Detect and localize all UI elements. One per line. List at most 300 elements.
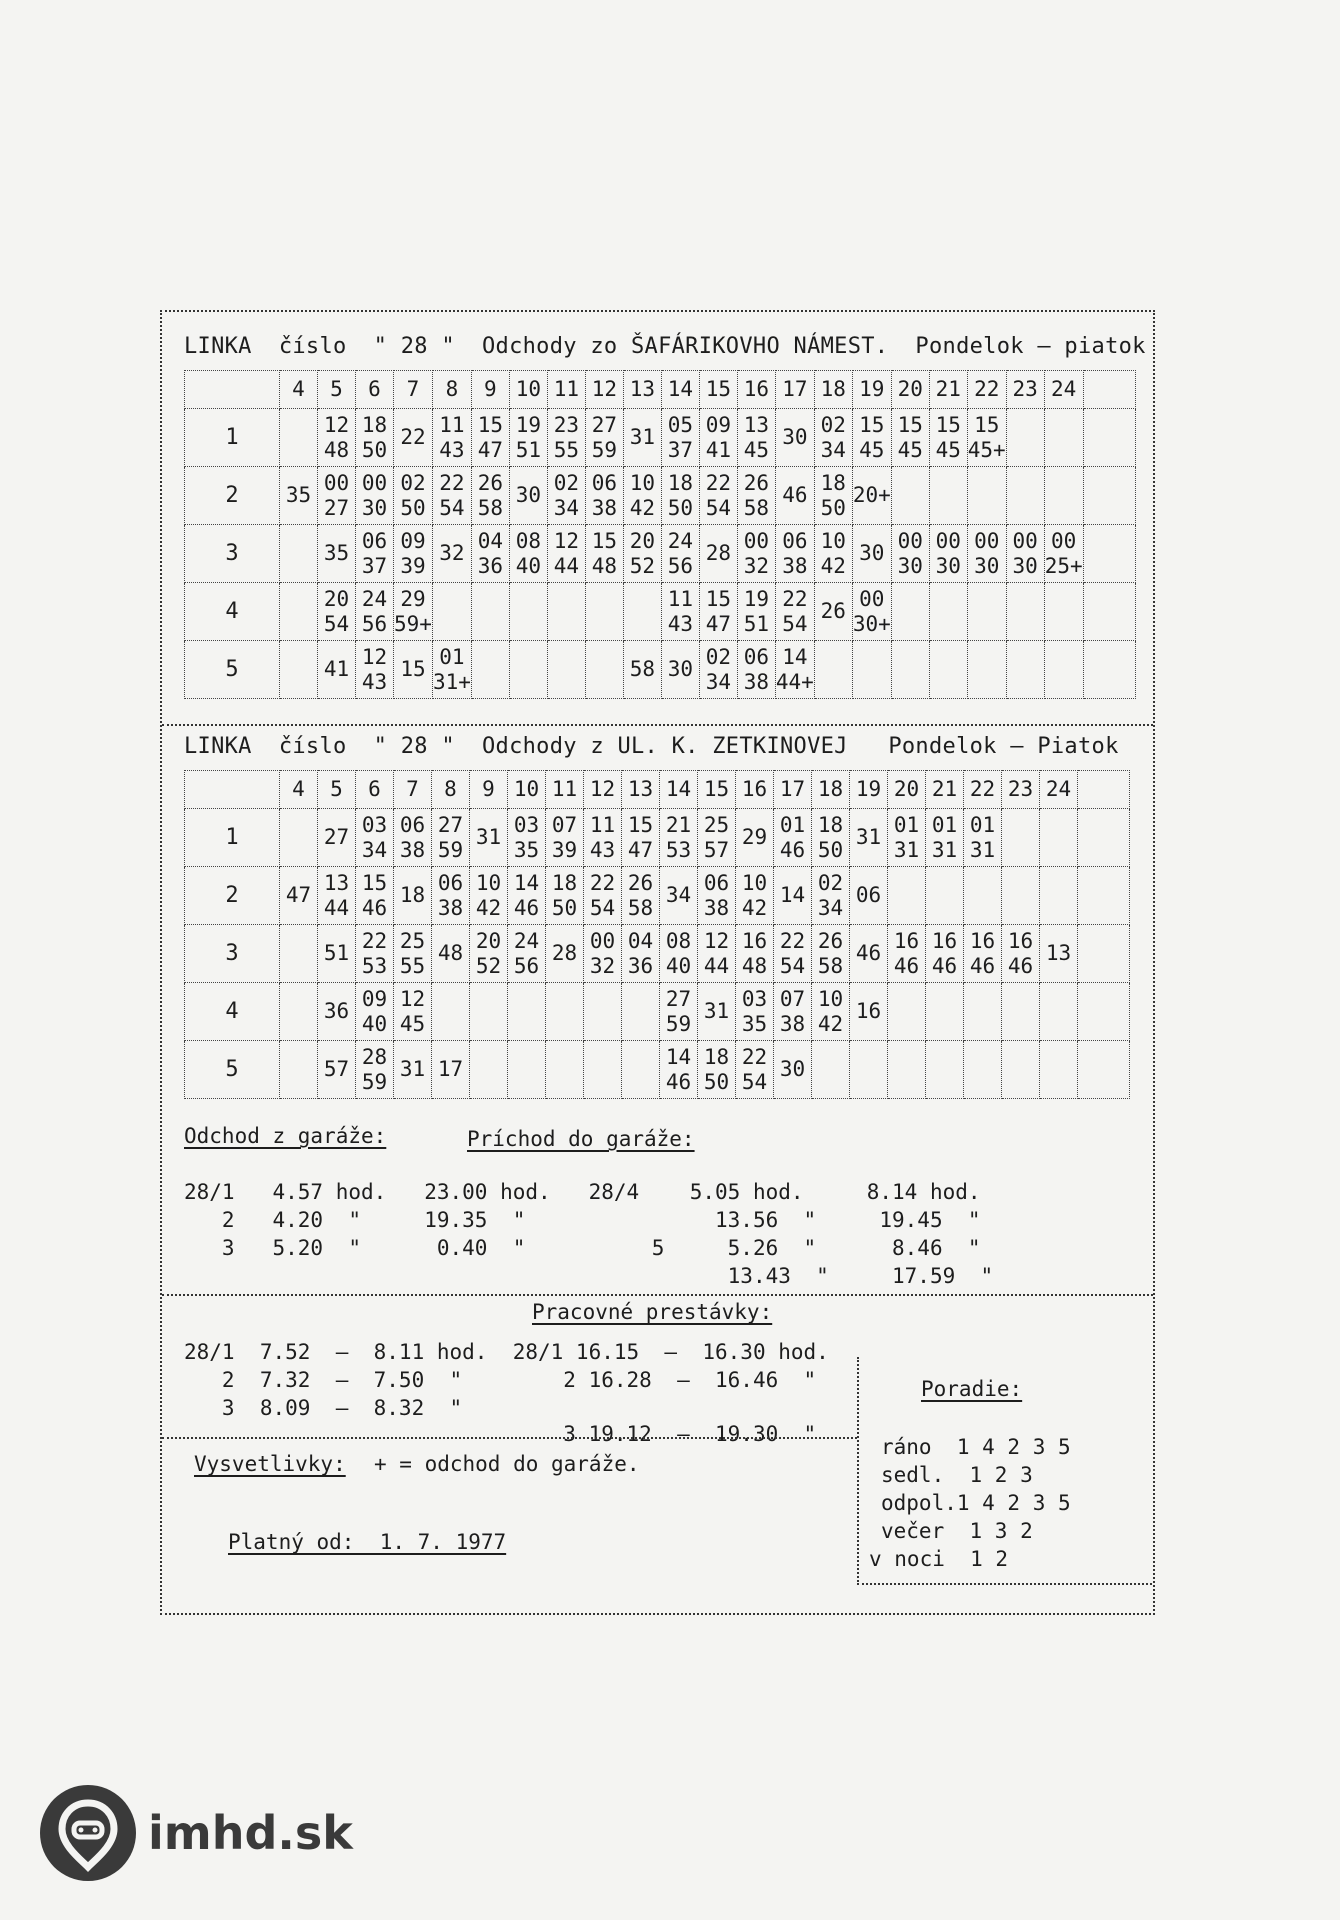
departure-cell [1006,525,1044,583]
departure-minute: 09 [400,528,426,553]
table-row [185,583,1136,641]
departure-minute: 19 [743,586,770,611]
departure-cell [470,809,508,867]
section-divider [162,724,1153,726]
hour-header-row [185,371,1136,409]
header-corner [185,771,280,809]
departure-cell [318,1041,356,1099]
departure-minute: 52 [475,953,502,978]
departure-minute: 56 [361,611,388,636]
departure-minute: 19 [515,412,542,437]
departure-cell [737,583,775,641]
departure-cell [929,525,967,583]
departure-minute: 38 [399,837,426,862]
row-label: 2 [185,867,280,925]
departure-cell [509,641,547,699]
departure-cell [356,583,394,641]
departure-minute: 13 [323,870,350,895]
departure-cell [584,867,622,925]
departure-cell [280,467,318,525]
departure-minute: 09 [705,412,732,437]
hour-header: 21 [929,371,967,409]
departure-cell [471,525,509,583]
departure-minute: 10 [629,470,656,495]
hour-header: 9 [471,371,509,409]
hour-header: 15 [698,771,736,809]
departure-minute: 16 [969,928,996,953]
departure-cell [547,525,585,583]
departure-cell [1006,641,1044,699]
departure-cell [470,925,508,983]
row-filler [1083,467,1135,525]
departure-minute: 53 [665,837,692,862]
hour-header: 10 [509,371,547,409]
hour-header: 5 [318,371,356,409]
departure-minute: 30 [782,425,808,449]
departure-cell [774,809,812,867]
hour-header: 14 [660,771,698,809]
departure-cell [737,467,775,525]
departure-cell [432,867,470,925]
departure-cell [432,809,470,867]
departure-cell [1040,925,1078,983]
departure-cell [888,925,926,983]
departure-minute: 57 [323,1057,350,1081]
departure-minute: 35 [285,483,312,507]
hour-header: 22 [967,371,1006,409]
departure-minute: 31 [703,999,730,1023]
departure-cell [1044,409,1083,467]
hour-header: 23 [1002,771,1040,809]
departure-minute: 42 [629,495,656,520]
departure-minute: 59 [665,1011,692,1036]
departure-cell [852,525,891,583]
departure-minute: 22 [589,870,616,895]
departure-minute: 17 [437,1057,464,1081]
row-label: 2 [185,467,280,525]
departure-cell [623,409,661,467]
departure-minute: 15 [400,657,426,681]
departure-cell [432,467,471,525]
departure-minute: 40 [665,953,692,978]
departure-cell [775,641,814,699]
departure-minute: 16 [855,999,882,1023]
imhd-brand-text: imhd.sk [148,1806,353,1860]
departure-minute: 06 [361,528,388,553]
departure-minute: 22 [439,470,465,495]
pracovne-prestavky-label: Pracovné prestávky: [532,1300,773,1324]
departure-minute: 18 [667,470,694,495]
departure-cell [356,809,394,867]
row-filler [1078,1041,1130,1099]
departure-minute: 38 [591,495,618,520]
departure-minute: 44 [703,953,730,978]
departure-minute: 30 [667,657,694,681]
departure-minute: 09 [361,986,388,1011]
row-filler [1083,641,1135,699]
departure-minute: 30 [859,541,885,565]
departure-minute: 55 [553,437,580,462]
departure-minute: 46 [779,837,806,862]
departure-cell [432,525,471,583]
departure-minute: 38 [779,1011,806,1036]
hour-header: 6 [356,371,394,409]
departure-minute: 15 [859,412,885,437]
departure-minute: 54 [589,895,616,920]
departure-cell [1044,583,1083,641]
departure-minute: 50 [361,437,388,462]
departure-cell [1006,409,1044,467]
hour-header: 19 [852,371,891,409]
departure-cell [737,525,775,583]
departure-minute: 10 [817,986,844,1011]
departure-cell [814,525,852,583]
departure-minute: 30 [935,553,961,578]
poradie-line: večer 1 3 2 [881,1519,1033,1543]
hour-header: 17 [774,771,812,809]
departure-minute: 53 [361,953,388,978]
departure-cell [394,1041,432,1099]
departure-minute: 45 [859,437,885,462]
departure-cell [736,867,774,925]
departure-cell [736,809,774,867]
timetable-safarikovo [184,370,1136,699]
departure-minute: 06 [743,644,770,669]
departure-minute: 31+ [432,669,471,694]
departure-cell [926,983,964,1041]
departure-minute: 56 [667,553,694,578]
departure-cell [432,583,471,641]
departure-minute: 16 [741,928,768,953]
departure-minute: 41 [323,657,350,681]
departure-minute: 06 [399,812,426,837]
departure-cell [356,409,394,467]
departure-cell [318,809,356,867]
row-label: 1 [185,809,280,867]
departure-minute: 20 [629,528,656,553]
departure-cell [967,467,1006,525]
departure-minute: 08 [515,528,542,553]
departure-minute: 11 [439,412,465,437]
departure-minute: 45 [743,437,770,462]
departure-cell [891,467,929,525]
hour-header: 5 [318,771,356,809]
departure-minute: 02 [705,644,732,669]
departure-cell [318,641,356,699]
departure-minute: 51 [515,437,542,462]
table-row [185,925,1130,983]
hour-header: 16 [736,771,774,809]
departure-minute: 23 [553,412,580,437]
departure-minute: 07 [779,986,806,1011]
departure-cell [814,583,852,641]
departure-cell [356,641,394,699]
departure-cell [812,867,850,925]
departure-cell [660,983,698,1041]
departure-cell [547,583,585,641]
hour-header: 7 [394,371,433,409]
row-label: 5 [185,1041,280,1099]
departure-minute: 29 [741,825,768,849]
hour-header: 20 [888,771,926,809]
departure-minute: 14 [513,870,540,895]
departure-cell [394,583,433,641]
departure-minute: 46 [665,1069,692,1094]
departure-minute: 26 [743,470,770,495]
departure-cell [318,867,356,925]
departure-minute: 16 [1007,928,1034,953]
departure-cell [318,409,356,467]
departure-minute: 59+ [394,611,432,636]
departure-cell [509,409,547,467]
departure-cell [850,925,888,983]
departure-cell [737,409,775,467]
departure-minute: 31 [969,837,996,862]
row-label: 3 [185,925,280,983]
departure-minute: 27 [323,825,350,849]
departure-cell [622,867,660,925]
departure-cell [852,641,891,699]
timetable-title-safarikovo: LINKA číslo " 28 " Odchody zo ŠAFÁRIKOVHO NÁMEST. Pondelok – piatok [184,334,1146,359]
departure-minute: 46 [893,953,920,978]
departure-minute: 34 [817,895,844,920]
departure-cell [318,583,356,641]
departure-cell [775,525,814,583]
departure-cell [508,1041,546,1099]
departure-cell [509,525,547,583]
departure-minute: 51 [743,611,770,636]
departure-cell [509,467,547,525]
departure-cell [814,467,852,525]
departure-minute: 05 [667,412,694,437]
departure-minute: 04 [477,528,504,553]
departure-minute: 29 [400,586,426,611]
departure-minute: 15 [477,412,504,437]
departure-minute: 20+ [852,483,891,507]
departure-minute: 45 [935,437,961,462]
departure-cell [280,641,318,699]
departure-cell [470,867,508,925]
departure-minute: 06 [591,470,618,495]
departure-minute: 32 [439,541,465,565]
departure-cell [1006,467,1044,525]
departure-minute: 22 [361,928,388,953]
departure-minute: 11 [589,812,616,837]
departure-minute: 01 [893,812,920,837]
departure-minute: 47 [285,883,312,907]
departure-cell [661,525,699,583]
departure-cell [1040,867,1078,925]
row-filler [1078,809,1130,867]
departure-minute: 47 [477,437,504,462]
departure-minute: 12 [703,928,730,953]
departure-minute: 22 [705,470,732,495]
departure-cell [394,409,433,467]
departure-cell [967,641,1006,699]
departure-minute: 01 [969,812,996,837]
departure-minute: 25 [399,928,426,953]
departure-minute: 07 [551,812,578,837]
row-filler [1083,525,1135,583]
departure-cell [812,925,850,983]
departure-cell [812,983,850,1041]
table-row [185,641,1136,699]
departure-minute: 36 [323,999,350,1023]
departure-minute: 31 [475,825,502,849]
departure-cell [584,809,622,867]
departure-cell [623,525,661,583]
hour-header: 4 [280,371,318,409]
departure-cell [280,925,318,983]
departure-cell [356,867,394,925]
departure-minute: 16 [893,928,920,953]
departure-cell [891,641,929,699]
table-row [185,867,1130,925]
departure-minute: 35 [323,541,350,565]
departure-minute: 58 [627,895,654,920]
departure-minute: 15 [974,412,1000,437]
table-row [185,409,1136,467]
departure-cell [471,641,509,699]
row-filler [1083,583,1135,641]
departure-cell [699,409,737,467]
departure-minute: 25+ [1044,553,1083,578]
departure-minute: 50 [667,495,694,520]
row-filler [1078,867,1130,925]
poradie-line: v noci 1 2 [869,1547,1009,1571]
departure-cell [926,867,964,925]
departure-cell [736,1041,774,1099]
section-divider [162,1294,1153,1296]
departure-cell [926,809,964,867]
departure-minute: 14 [782,644,808,669]
departure-minute: 42 [817,1011,844,1036]
departure-minute: 54 [323,611,350,636]
departure-cell [929,583,967,641]
departure-minute: 26 [477,470,504,495]
departure-cell [1044,641,1083,699]
departure-cell [585,525,623,583]
departure-cell [699,641,737,699]
departure-minute: 57 [703,837,730,862]
departure-cell [661,409,699,467]
departure-cell [812,809,850,867]
departure-minute: 58 [817,953,844,978]
departure-minute: 34 [820,437,846,462]
departure-minute: 06 [782,528,808,553]
departure-cell [967,583,1006,641]
departure-minute: 44 [323,895,350,920]
departure-minute: 18 [551,870,578,895]
departure-minute: 01 [439,644,465,669]
departure-minute: 12 [399,986,426,1011]
departure-minute: 02 [553,470,580,495]
hour-header: 14 [661,371,699,409]
break-line: 2 7.32 – 7.50 " 2 16.28 – 16.46 " [184,1368,817,1392]
departure-cell [698,867,736,925]
departure-minute: 12 [323,412,350,437]
prichod-do-garaze-label: Príchod do garáže: [467,1127,695,1151]
row-filler [1083,409,1135,467]
departure-cell [547,641,585,699]
departure-cell [926,925,964,983]
departure-minute: 15 [361,870,388,895]
departure-cell [432,641,471,699]
departure-cell [585,583,623,641]
departure-minute: 54 [741,1069,768,1094]
departure-minute: 03 [741,986,768,1011]
departure-minute: 00 [361,470,388,495]
departure-cell [660,809,698,867]
departure-minute: 13 [743,412,770,437]
row-label: 4 [185,583,280,641]
departure-cell [546,809,584,867]
departure-cell [432,925,470,983]
departure-minute: 20 [323,586,350,611]
departure-cell [1002,983,1040,1041]
departure-cell [699,525,737,583]
departure-minute: 02 [817,870,844,895]
departure-cell [698,809,736,867]
departure-minute: 12 [361,644,388,669]
departure-cell [584,1041,622,1099]
departure-minute: 27 [323,495,350,520]
departure-minute: 37 [667,437,694,462]
departure-cell [967,409,1006,467]
departure-minute: 34 [553,495,580,520]
departure-minute: 58 [629,657,656,681]
departure-minute: 28 [705,541,732,565]
departure-minute: 00 [974,528,1000,553]
departure-cell [394,809,432,867]
departure-cell [775,467,814,525]
poradie-box [857,1357,1152,1585]
departure-minute: 44+ [775,669,814,694]
hour-header: 15 [699,371,737,409]
departure-minute: 59 [437,837,464,862]
departure-minute: 00 [935,528,961,553]
odchod-z-garaze-label: Odchod z garáže: [184,1124,387,1148]
departure-cell [1006,583,1044,641]
departure-cell [888,1041,926,1099]
departure-minute: 38 [743,669,770,694]
departure-cell [964,983,1002,1041]
departure-cell [661,467,699,525]
departure-cell [1002,1041,1040,1099]
platny-od: Platný od: 1. 7. 1977 [228,1530,507,1554]
departure-cell [394,467,433,525]
departure-cell [964,925,1002,983]
section-divider [162,1437,857,1439]
departure-minute: 11 [667,586,694,611]
departure-minute: 46 [782,483,808,507]
departure-minute: 52 [629,553,656,578]
departure-minute: 43 [667,611,694,636]
departure-cell [508,809,546,867]
header-corner [185,371,280,409]
poradie-line: odpol.1 4 2 3 5 [881,1491,1071,1515]
departure-minute: 46 [1007,953,1034,978]
departure-minute: 55 [399,953,426,978]
departure-minute: 18 [399,883,426,907]
hour-header: 18 [812,771,850,809]
departure-minute: 36 [477,553,504,578]
departure-cell [280,1041,318,1099]
departure-minute: 27 [665,986,692,1011]
departure-minute: 06 [703,870,730,895]
hour-header: 11 [546,771,584,809]
departure-minute: 22 [741,1044,768,1069]
